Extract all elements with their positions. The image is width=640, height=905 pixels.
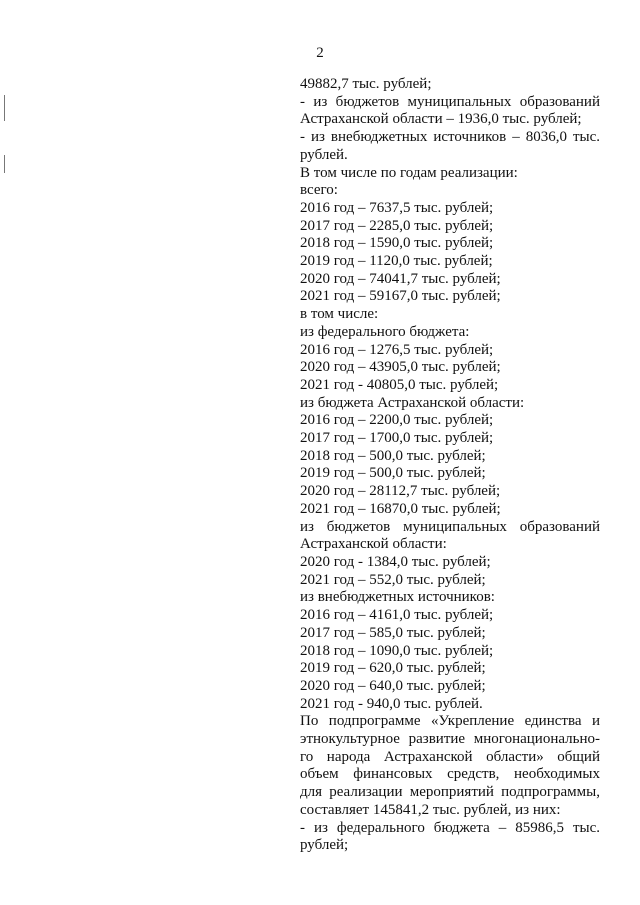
text-line: рублей.: [300, 146, 348, 163]
text-line: 2019 год – 1120,0 тыс. рублей;: [300, 253, 493, 270]
text-line: - из бюджетов муниципальных образований: [300, 93, 600, 110]
text-line: 2018 год – 1090,0 тыс. рублей;: [300, 642, 494, 659]
text-line: 2016 год – 2200,0 тыс. рублей;: [300, 412, 494, 429]
text-line: рублей;: [300, 837, 349, 854]
text-line: из бюджетов муниципальных образований: [300, 518, 600, 535]
text-line: 2018 год – 1590,0 тыс. рублей;: [300, 235, 494, 252]
text-line: 2020 год - 1384,0 тыс. рублей;: [300, 553, 491, 570]
text-line: из федерального бюджета:: [300, 323, 470, 340]
text-line: 2019 год – 500,0 тыс. рублей;: [300, 465, 486, 482]
text-line: для реализации мероприятий подпрограммы,: [300, 784, 600, 801]
text-line: 2021 год – 59167,0 тыс. рублей;: [300, 288, 501, 305]
text-line: 2016 год – 1276,5 тыс. рублей;: [300, 341, 494, 358]
text-line: 2019 год – 620,0 тыс. рублей;: [300, 660, 486, 677]
text-line: го народа Астраханской области» общий: [300, 748, 600, 765]
text-line: Астраханской области – 1936,0 тыс. рублей;: [300, 111, 582, 128]
text-line: 2016 год – 4161,0 тыс. рублей;: [300, 607, 494, 624]
text-line: 49882,7 тыс. рублей;: [300, 76, 432, 92]
text-line: 2017 год – 585,0 тыс. рублей;: [300, 624, 486, 641]
text-line: этнокультурное развитие многонационально-: [300, 731, 600, 748]
text-line: - из внебюджетных источников – 8036,0 тыс.: [300, 129, 600, 146]
text-line: Астраханской области:: [300, 536, 447, 553]
text-line: В том числе по годам реализации:: [300, 164, 518, 181]
text-line: из внебюджетных источников:: [300, 589, 495, 606]
text-line: 2020 год – 640,0 тыс. рублей;: [300, 677, 486, 694]
text-line: из бюджета Астраханской области:: [300, 394, 525, 411]
text-line: 2021 год – 552,0 тыс. рублей;: [300, 571, 486, 588]
text-line: 2020 год – 74041,7 тыс. рублей;: [300, 270, 501, 287]
text-line: в том числе:: [300, 306, 379, 323]
text-line: 2017 год – 2285,0 тыс. рублей;: [300, 217, 494, 234]
text-line: По подпрограмме «Укрепление единства и: [300, 713, 600, 730]
scan-edge-mark-top: [4, 95, 5, 121]
text-line: всего:: [300, 182, 338, 199]
text-line: составляет 145841,2 тыс. рублей, из них:: [300, 801, 561, 818]
text-line: 2018 год – 500,0 тыс. рублей;: [300, 447, 486, 464]
text-line: объем финансовых средств, необходимых: [300, 766, 600, 783]
text-line: 2021 год - 40805,0 тыс. рублей;: [300, 376, 499, 393]
text-line: 2017 год – 1700,0 тыс. рублей;: [300, 430, 494, 447]
text-column: [300, 76, 600, 855]
text-line: 2020 год – 43905,0 тыс. рублей;: [300, 359, 501, 376]
text-line: 2016 год – 7637,5 тыс. рублей;: [300, 199, 494, 216]
page-number: 2: [316, 45, 324, 61]
text-line: - из федерального бюджета – 85986,5 тыс.: [300, 819, 600, 836]
text-line: 2021 год - 940,0 тыс. рублей.: [300, 695, 483, 712]
text-line: 2020 год – 28112,7 тыс. рублей;: [300, 483, 501, 500]
scan-edge-mark-mid: [4, 155, 5, 173]
text-line: 2021 год – 16870,0 тыс. рублей;: [300, 500, 501, 517]
